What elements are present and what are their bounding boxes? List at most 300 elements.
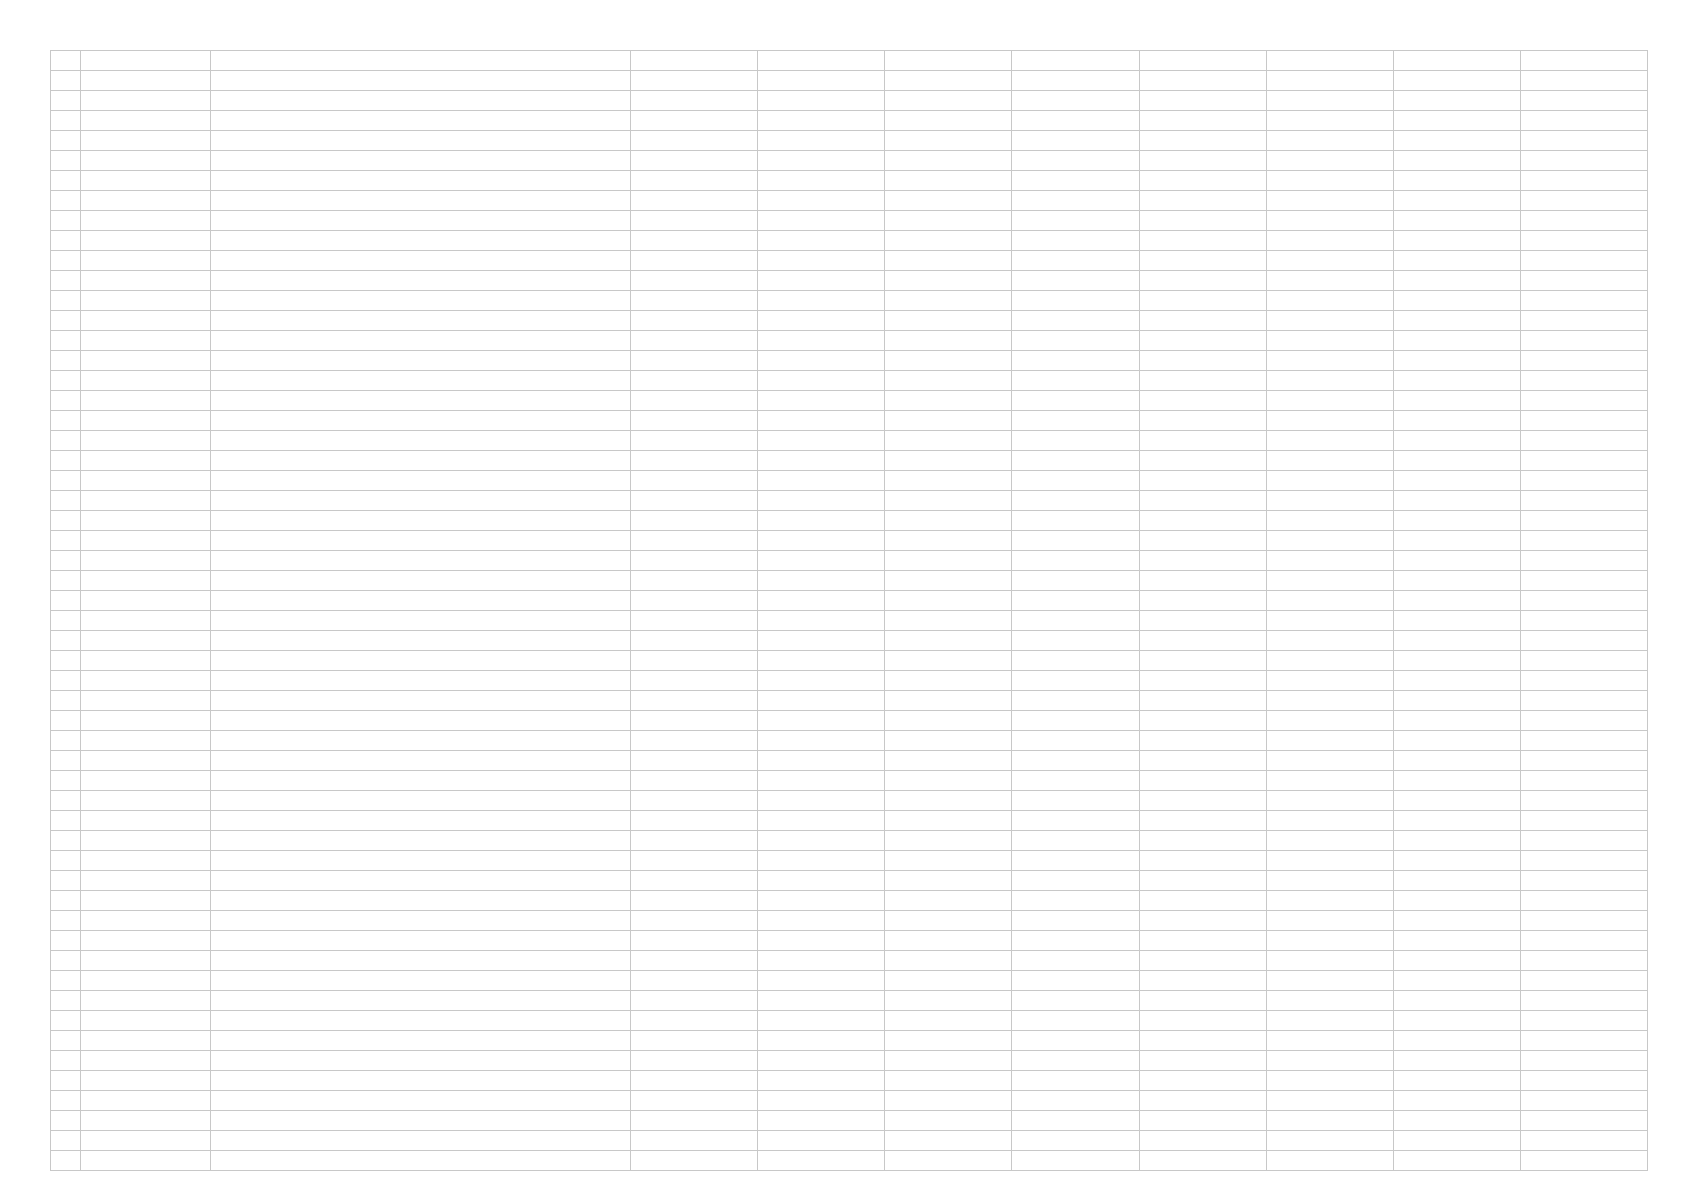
table-cell (631, 511, 758, 531)
table-row (51, 891, 1648, 911)
table-cell (1393, 871, 1520, 891)
table-cell (631, 571, 758, 591)
table-cell (1266, 291, 1393, 311)
table-cell (51, 831, 81, 851)
table-cell (1393, 611, 1520, 631)
table-cell (1393, 271, 1520, 291)
table-cell (1139, 551, 1266, 571)
table-cell (211, 311, 631, 331)
table-cell (1012, 191, 1139, 211)
table-cell (631, 451, 758, 471)
table-cell (1393, 451, 1520, 471)
table-cell (1393, 371, 1520, 391)
table-cell (758, 1151, 885, 1171)
table-cell (211, 271, 631, 291)
table-cell (885, 271, 1012, 291)
table-cell (885, 231, 1012, 251)
table-cell (1139, 1071, 1266, 1091)
table-cell (885, 151, 1012, 171)
table-cell (1012, 351, 1139, 371)
table-cell (631, 111, 758, 131)
table-cell (51, 971, 81, 991)
table-cell (1520, 991, 1647, 1011)
table-cell (1393, 191, 1520, 211)
table-cell (1266, 71, 1393, 91)
table-cell (1266, 991, 1393, 1011)
table-cell (1520, 531, 1647, 551)
table-row (51, 111, 1648, 131)
table-row (51, 751, 1648, 771)
table-row (51, 91, 1648, 111)
table-cell (81, 371, 211, 391)
table-cell (758, 511, 885, 531)
table-cell (885, 831, 1012, 851)
table-cell (885, 791, 1012, 811)
table-cell (885, 731, 1012, 751)
table-row (51, 831, 1648, 851)
table-row (51, 631, 1648, 651)
table-cell (211, 251, 631, 271)
table-cell (631, 1111, 758, 1131)
table-cell (1139, 311, 1266, 331)
table-row (51, 391, 1648, 411)
table-cell (1266, 351, 1393, 371)
table-cell (1012, 1011, 1139, 1031)
table-cell (885, 491, 1012, 511)
table-cell (1012, 71, 1139, 91)
table-cell (1266, 331, 1393, 351)
table-cell (1012, 991, 1139, 1011)
table-cell (1266, 51, 1393, 71)
table-cell (51, 171, 81, 191)
table-cell (211, 451, 631, 471)
table-cell (1266, 951, 1393, 971)
table-cell (885, 211, 1012, 231)
table-cell (81, 111, 211, 131)
table-row (51, 1051, 1648, 1071)
table-cell (211, 911, 631, 931)
table-cell (1520, 471, 1647, 491)
table-cell (758, 1011, 885, 1031)
table-cell (1393, 931, 1520, 951)
table-cell (885, 531, 1012, 551)
table-cell (758, 391, 885, 411)
table-cell (1012, 911, 1139, 931)
table-cell (885, 51, 1012, 71)
table-cell (1266, 911, 1393, 931)
table-cell (1266, 771, 1393, 791)
table-cell (1012, 91, 1139, 111)
table-cell (1520, 351, 1647, 371)
table-cell (1520, 711, 1647, 731)
table-cell (631, 71, 758, 91)
table-cell (211, 131, 631, 151)
table-cell (1012, 951, 1139, 971)
table-cell (211, 651, 631, 671)
table-cell (51, 1071, 81, 1091)
table-cell (211, 231, 631, 251)
table-cell (1266, 1131, 1393, 1151)
table-cell (1012, 731, 1139, 751)
table-cell (885, 411, 1012, 431)
table-cell (211, 751, 631, 771)
table-row (51, 1071, 1648, 1091)
table-cell (1139, 891, 1266, 911)
table-cell (1393, 751, 1520, 771)
table-cell (1139, 131, 1266, 151)
table-cell (1520, 151, 1647, 171)
table-cell (1520, 851, 1647, 871)
table-cell (885, 391, 1012, 411)
table-cell (758, 691, 885, 711)
table-cell (1139, 951, 1266, 971)
table-cell (1393, 791, 1520, 811)
table-cell (885, 771, 1012, 791)
table-cell (51, 891, 81, 911)
table-cell (1012, 391, 1139, 411)
table-cell (51, 911, 81, 931)
table-cell (885, 591, 1012, 611)
table-cell (1139, 851, 1266, 871)
table-cell (758, 431, 885, 451)
table-row (51, 71, 1648, 91)
table-cell (1266, 151, 1393, 171)
table-row (51, 491, 1648, 511)
table-cell (211, 711, 631, 731)
table-cell (211, 571, 631, 591)
table-row (51, 371, 1648, 391)
table-cell (51, 151, 81, 171)
table-cell (1266, 871, 1393, 891)
table-cell (631, 891, 758, 911)
table-cell (1393, 1091, 1520, 1111)
table-cell (51, 1151, 81, 1171)
table-cell (1139, 771, 1266, 791)
table-cell (1520, 1071, 1647, 1091)
table-cell (1012, 471, 1139, 491)
table-cell (81, 931, 211, 951)
table-cell (758, 791, 885, 811)
table-row (51, 51, 1648, 71)
table-cell (1266, 671, 1393, 691)
table-cell (81, 851, 211, 871)
table-cell (1012, 371, 1139, 391)
table-cell (1012, 231, 1139, 251)
table-cell (51, 231, 81, 251)
table-cell (1012, 311, 1139, 331)
table-cell (758, 971, 885, 991)
table-cell (1393, 411, 1520, 431)
spreadsheet (50, 50, 1648, 1150)
table-cell (51, 391, 81, 411)
table-cell (885, 291, 1012, 311)
table-cell (885, 751, 1012, 771)
table-cell (758, 651, 885, 671)
table-cell (758, 51, 885, 71)
table-cell (1266, 1031, 1393, 1051)
table-cell (1393, 651, 1520, 671)
table-cell (758, 931, 885, 951)
table-cell (81, 1151, 211, 1171)
table-cell (1139, 531, 1266, 551)
table-cell (81, 1111, 211, 1131)
table-cell (758, 371, 885, 391)
table-cell (1139, 71, 1266, 91)
table-cell (885, 131, 1012, 151)
table-cell (1393, 71, 1520, 91)
table-cell (1012, 451, 1139, 471)
table-cell (1393, 911, 1520, 931)
table-cell (81, 51, 211, 71)
table-cell (51, 771, 81, 791)
table-cell (1012, 871, 1139, 891)
table-cell (1393, 711, 1520, 731)
table-cell (1139, 591, 1266, 611)
table-cell (1520, 691, 1647, 711)
table-cell (81, 471, 211, 491)
table-cell (51, 371, 81, 391)
table-cell (81, 591, 211, 611)
table-cell (1139, 231, 1266, 251)
table-cell (1520, 791, 1647, 811)
table-cell (1139, 411, 1266, 431)
table-cell (51, 471, 81, 491)
table-cell (631, 771, 758, 791)
table-cell (758, 631, 885, 651)
table-cell (1139, 811, 1266, 831)
table-row (51, 1011, 1648, 1031)
table-cell (631, 491, 758, 511)
table-cell (1139, 791, 1266, 811)
table-cell (631, 171, 758, 191)
table-cell (758, 851, 885, 871)
table-cell (51, 251, 81, 271)
table-cell (885, 871, 1012, 891)
table-cell (1139, 651, 1266, 671)
table-cell (51, 931, 81, 951)
table-cell (1393, 111, 1520, 131)
table-cell (1393, 851, 1520, 871)
table-cell (81, 871, 211, 891)
table-cell (81, 751, 211, 771)
table-cell (211, 731, 631, 751)
table-cell (81, 831, 211, 851)
table-cell (758, 271, 885, 291)
table-cell (1012, 171, 1139, 191)
table-cell (1393, 351, 1520, 371)
table-cell (1520, 371, 1647, 391)
table-cell (81, 191, 211, 211)
table-cell (1520, 1051, 1647, 1071)
table-cell (1012, 1131, 1139, 1151)
table-cell (885, 1091, 1012, 1111)
table-cell (1012, 591, 1139, 611)
table-cell (758, 1031, 885, 1051)
table-cell (1520, 1031, 1647, 1051)
table-cell (211, 771, 631, 791)
table-cell (51, 571, 81, 591)
table-cell (81, 351, 211, 371)
table-cell (631, 471, 758, 491)
table-cell (1266, 791, 1393, 811)
table-cell (81, 431, 211, 451)
table-cell (211, 931, 631, 951)
table-cell (211, 291, 631, 311)
table-cell (1520, 811, 1647, 831)
table-cell (1012, 971, 1139, 991)
table-row (51, 411, 1648, 431)
table-cell (81, 1031, 211, 1051)
table-cell (1266, 611, 1393, 631)
table-cell (1393, 571, 1520, 591)
table-cell (1139, 1131, 1266, 1151)
table-cell (1393, 331, 1520, 351)
table-cell (885, 651, 1012, 671)
table-cell (51, 711, 81, 731)
table-cell (1520, 131, 1647, 151)
table-cell (1012, 931, 1139, 951)
table-row (51, 451, 1648, 471)
table-cell (631, 211, 758, 231)
table-cell (1012, 271, 1139, 291)
table-cell (1393, 1031, 1520, 1051)
table-row (51, 211, 1648, 231)
table-cell (81, 231, 211, 251)
table-cell (758, 711, 885, 731)
table-cell (1012, 291, 1139, 311)
table-cell (631, 731, 758, 751)
table-cell (211, 531, 631, 551)
table-cell (631, 811, 758, 831)
table-cell (51, 1011, 81, 1031)
table-cell (1266, 631, 1393, 651)
table-cell (1012, 111, 1139, 131)
table-cell (211, 791, 631, 811)
table-cell (758, 171, 885, 191)
table-cell (211, 111, 631, 131)
table-cell (51, 291, 81, 311)
table-cell (211, 51, 631, 71)
table-cell (51, 91, 81, 111)
table-cell (1266, 891, 1393, 911)
table-cell (51, 851, 81, 871)
table-cell (885, 571, 1012, 591)
table-cell (211, 371, 631, 391)
table-cell (1012, 151, 1139, 171)
data-table (50, 50, 1648, 1171)
table-cell (211, 1091, 631, 1111)
table-cell (1012, 131, 1139, 151)
table-cell (1266, 831, 1393, 851)
table-cell (885, 91, 1012, 111)
table-cell (1139, 911, 1266, 931)
table-cell (631, 391, 758, 411)
table-cell (51, 131, 81, 151)
table-cell (1266, 1011, 1393, 1031)
table-cell (885, 311, 1012, 331)
table-cell (51, 951, 81, 971)
table-cell (631, 351, 758, 371)
table-cell (81, 631, 211, 651)
table-cell (1520, 511, 1647, 531)
table-cell (1520, 311, 1647, 331)
table-cell (1520, 71, 1647, 91)
table-cell (885, 711, 1012, 731)
table-cell (1393, 131, 1520, 151)
table-cell (758, 831, 885, 851)
table-cell (1012, 411, 1139, 431)
table-cell (885, 1031, 1012, 1051)
table-cell (1139, 331, 1266, 351)
table-row (51, 611, 1648, 631)
table-body (51, 51, 1648, 1171)
table-cell (1139, 971, 1266, 991)
table-row (51, 191, 1648, 211)
table-cell (211, 1031, 631, 1051)
table-cell (211, 811, 631, 831)
table-cell (631, 291, 758, 311)
table-cell (211, 391, 631, 411)
table-cell (885, 971, 1012, 991)
table-cell (51, 531, 81, 551)
table-cell (1393, 471, 1520, 491)
table-cell (81, 711, 211, 731)
table-cell (631, 251, 758, 271)
table-cell (51, 51, 81, 71)
table-cell (81, 251, 211, 271)
table-cell (211, 991, 631, 1011)
table-cell (1012, 1071, 1139, 1091)
table-cell (758, 771, 885, 791)
table-cell (81, 131, 211, 151)
table-row (51, 931, 1648, 951)
table-row (51, 551, 1648, 571)
table-cell (1266, 1091, 1393, 1111)
table-cell (211, 1011, 631, 1031)
table-cell (51, 1031, 81, 1051)
table-row (51, 1091, 1648, 1111)
table-cell (1266, 271, 1393, 291)
table-cell (631, 671, 758, 691)
table-cell (211, 91, 631, 111)
table-cell (1393, 591, 1520, 611)
table-cell (1012, 431, 1139, 451)
table-cell (1266, 131, 1393, 151)
table-cell (1520, 971, 1647, 991)
table-cell (1520, 591, 1647, 611)
table-cell (1012, 531, 1139, 551)
table-cell (1139, 1091, 1266, 1111)
table-cell (885, 631, 1012, 651)
table-cell (1139, 931, 1266, 951)
table-cell (631, 871, 758, 891)
table-cell (1393, 1131, 1520, 1151)
table-cell (1012, 51, 1139, 71)
table-cell (885, 611, 1012, 631)
table-cell (1139, 351, 1266, 371)
table-cell (758, 611, 885, 631)
table-cell (885, 1051, 1012, 1071)
table-cell (1520, 911, 1647, 931)
table-cell (81, 311, 211, 331)
table-cell (1393, 631, 1520, 651)
table-cell (631, 431, 758, 451)
table-cell (1520, 171, 1647, 191)
table-cell (81, 1071, 211, 1091)
table-cell (1139, 1111, 1266, 1131)
table-cell (758, 1071, 885, 1091)
table-cell (758, 131, 885, 151)
